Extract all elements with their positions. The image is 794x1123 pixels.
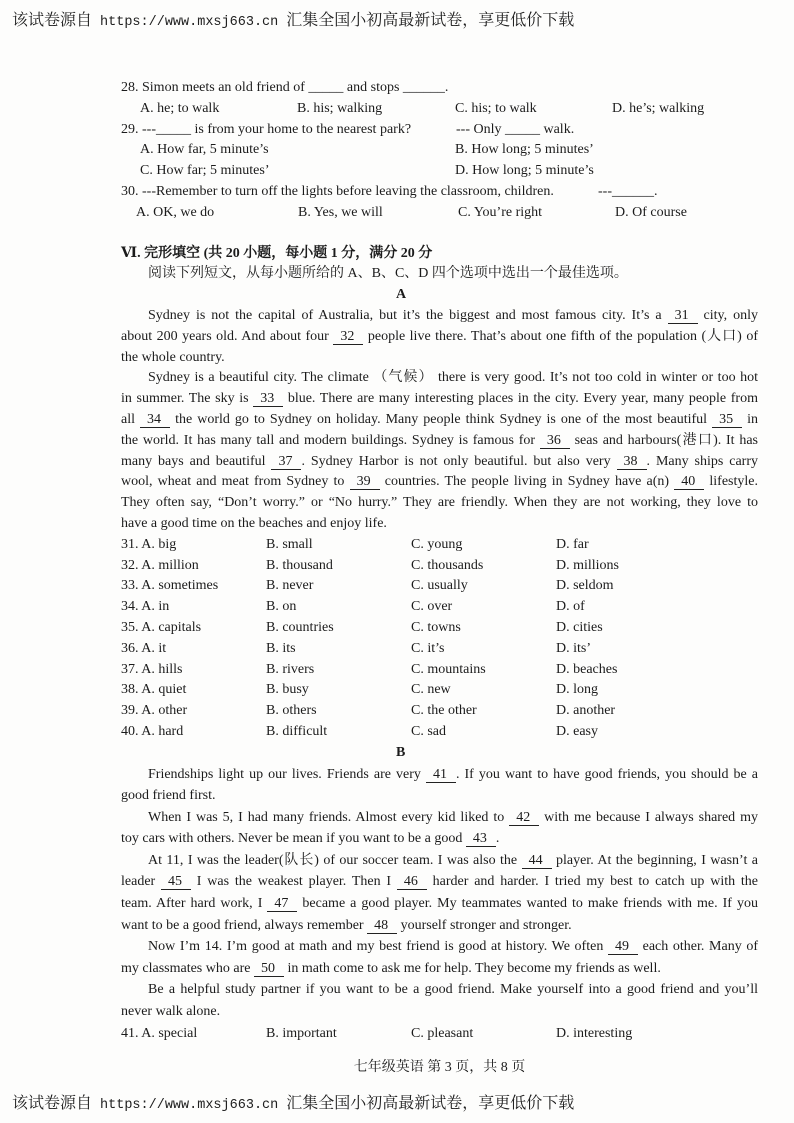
passage-text: When I was 5, I had many friends. Almost every kid liked to [148,809,510,825]
blank-39: 39 [350,474,380,490]
option-a: 39. A. other [121,703,188,719]
text-line [121,493,758,514]
passage-text: Friendships light up our lives. Friends are very [148,766,426,782]
option-d: D. Of course [615,204,687,220]
text-line [121,472,758,493]
passage-label: B [396,744,406,760]
passage-text: about 200 years old. And about four [121,328,334,344]
option-d: D. interesting [556,1025,633,1041]
option-c: C. young [411,536,463,552]
section-title: Ⅵ. 完形填空 (共 20 小题，每小题 1 分，满分 20 分 [121,245,433,261]
option-a: 31. A. big [121,536,177,552]
option-b: B. thousand [266,557,333,573]
passage-text: have a good time on the beaches and enjoy life. [121,515,387,531]
option-c: C. mountains [411,661,486,677]
text-line [121,368,758,389]
blank-35: 35 [712,412,742,428]
option-c: C. You’re right [458,204,543,220]
passage-text: the world. It has many tall and modern buildings. Sydney is famous for [121,432,540,448]
blank-36: 36 [540,433,570,449]
text-line [121,306,758,327]
option-a: 33. A. sometimes [121,578,219,594]
passage-text: . [495,831,500,847]
option-row [121,618,758,639]
option-a: 41. A. special [121,1025,198,1041]
passage-text: leader [121,874,161,890]
watermark-suffix: 汇集全国小初高最新试卷，享更低价下载 [286,10,575,29]
option-row [121,680,758,701]
option-d: D. far [556,536,589,552]
text-line [121,807,758,829]
text-line [121,850,758,872]
passage-text: harder and harder. I tried my best to catch up with the [426,874,758,890]
option-b: B. Yes, we will [298,204,383,220]
text-line [121,410,758,431]
paragraph [121,979,758,1022]
option-b: B. never [266,578,314,594]
question-reply: ---______. [598,183,658,199]
passage-text: . Many ships carry [646,453,759,469]
paragraph [121,764,758,807]
passage-text: . If you want to have good friends, you should be a [455,766,758,782]
passage-text: with me because I always shared my [539,809,758,825]
passage-text: Now I’m 14. I’m good at math and my best friend is good at history. We often [148,939,608,955]
blank-49: 49 [608,939,638,955]
option-a: 35. A. capitals [121,619,202,635]
option-a: 36. A. it [121,640,167,656]
option-row [121,576,758,597]
option-a: 37. A. hills [121,661,183,677]
question-30-stem [121,182,758,203]
text-line [121,871,758,893]
passage-text: At 11, I was the leader(队长) of our soccer team. I was also the [148,852,522,868]
option-row [121,660,758,681]
question-28-options [121,99,758,120]
exam-content [121,78,758,1044]
paragraph [121,368,758,534]
option-b: B. important [266,1025,337,1041]
blank-45: 45 [161,874,191,890]
option-c: C. sad [411,723,446,739]
question-29-options-row-2 [121,161,758,182]
text-line [121,958,758,980]
text-line [121,828,758,850]
passage-text: many bays and beautiful [121,453,272,469]
blank-46: 46 [397,874,427,890]
passage-text: all [121,411,141,427]
blank-38: 38 [617,454,647,470]
text-line [121,915,758,937]
page-footer: 七年级英语 第 3 页，共 8 页 [353,1060,526,1075]
passage-text: wool, wheat and meat from Sydney to [121,474,350,490]
option-d: D. cities [556,619,603,635]
paragraph [121,306,758,368]
option-d: D. beaches [556,661,618,677]
text-line [121,979,758,1001]
option-c: C. usually [411,578,468,594]
option-d: D. its’ [556,640,591,656]
option-a: A. he; to walk [140,100,220,116]
option-b: B. countries [266,619,334,635]
option-b: B. his; walking [297,100,383,116]
text-line [121,348,758,369]
section-instruction: 阅读下列短文，从每小题所给的 A、B、C、D 四个选项中选出一个最佳选项。 [148,266,628,282]
option-d: D. How long; 5 minute’s [455,163,594,179]
passage-text: never walk alone. [121,1004,221,1020]
passage-b [121,743,758,1045]
paragraph [121,936,758,979]
blank-47: 47 [267,896,297,912]
option-c: C. over [411,599,453,615]
text-line [121,785,758,807]
paragraph [121,807,758,850]
blank-42: 42 [509,810,539,826]
option-a: 34. A. in [121,599,170,615]
option-a: A. OK, we do [136,204,215,220]
cloze-passages [121,285,758,1044]
blank-44: 44 [522,853,552,869]
text-line [121,764,758,786]
passage-text: yourself stronger and stronger. [397,917,572,933]
blank-32: 32 [333,329,363,345]
option-d: D. seldom [556,578,614,594]
passage-text: player. At the beginning, I wasn’t a [551,852,758,868]
text-line [121,1001,758,1023]
passage-text: blue. There are many interesting places in the city. Every year, many people from [283,391,758,407]
option-row [121,1023,758,1045]
passage-text: team. After hard work, I [121,896,268,912]
passage-text: city, only [697,307,758,323]
question-text: 28. Simon meets an old friend of _____ and stops ______. [121,80,449,95]
option-b: B. rivers [266,661,315,677]
option-d: D. millions [556,557,620,573]
passage-text: toy cars with others. Never be mean if you want to be a good [121,831,466,847]
option-row [121,701,758,722]
option-c: C. towns [411,619,461,635]
text-line [121,514,758,535]
option-c: C. the other [411,703,477,719]
passage-text: the world go to Sydney on holiday. Many people think Sydney is one of the most beautiful [170,411,713,427]
option-b: B. small [266,536,313,552]
question-text: 30. ---Remember to turn off the lights before leaving the classroom, children. [121,183,554,199]
passage-text: . Sydney Harbor is not only beautiful. but also very [301,453,617,469]
text-line [121,936,758,958]
passage-text: They often say, “Don’t worry.” or “No hurry.” They are friendly. When they are not working, they love to [121,495,758,511]
option-c: C. How far; 5 minutes’ [140,163,270,179]
question-29-options-row-1 [121,140,758,161]
blank-37: 37 [271,454,301,470]
passage-text: good friend first. [121,788,216,804]
paragraph [121,850,758,936]
option-d: D. he’s; walking [612,100,705,116]
option-row [121,535,758,556]
passage-text: seas and harbours(港口). It has [569,432,758,448]
question-28-stem [121,78,758,99]
blank-40: 40 [674,474,704,490]
option-c: C. thousands [411,557,484,573]
question-reply: --- Only _____ walk. [456,121,575,137]
question-30-options [121,203,758,224]
passage-text: countries. The people living in Sydney have a(n) [379,474,675,490]
passage-text: each other. Many of [637,939,758,955]
option-c: C. pleasant [411,1025,474,1041]
text-line [121,327,758,348]
passage-text: Sydney is not the capital of Australia, but it’s the biggest and most famous city. It’s a [148,307,668,323]
source-watermark-top [12,10,574,30]
option-b: B. difficult [266,723,328,739]
option-row [121,722,758,743]
passage-text: in [742,411,759,427]
passage-text: in math come to ask me for help. They become my friends as well. [283,960,661,976]
blank-31: 31 [668,308,698,324]
option-d: D. another [556,703,616,719]
option-a: 40. A. hard [121,723,184,739]
text-line [121,431,758,452]
option-b: B. others [266,703,317,719]
watermark-prefix: 该试卷源自 [12,10,93,29]
option-c: C. his; to walk [455,100,537,116]
blank-43: 43 [466,831,496,847]
text-line [121,893,758,915]
text-line [121,452,758,473]
passage-text: in summer. The sky is [121,391,254,407]
passage-text: Sydney is a beautiful city. The climate （气候） there is very good. It’s not too cold in winter or too hot [148,370,758,386]
option-row [121,639,758,660]
passage-text: I was the weakest player. Then I [191,874,397,890]
blank-50: 50 [254,961,284,977]
option-d: D. of [556,599,585,615]
option-a: A. How far, 5 minute’s [140,142,269,158]
option-b: B. busy [266,682,309,698]
blank-41: 41 [426,767,456,783]
option-a: 38. A. quiet [121,682,187,698]
passage-label: A [396,287,407,303]
passage-text: became a good player. My teammates wanted to make friends with me. If you [297,896,758,912]
blank-48: 48 [367,918,397,934]
option-c: C. it’s [411,640,445,656]
option-d: D. long [556,682,598,698]
option-c: C. new [411,682,451,698]
option-d: D. easy [556,723,598,739]
option-b: B. on [266,599,297,615]
watermark-prefix: 该试卷源自 [12,1093,93,1112]
passage-text: people live there. That’s about one fifth of the population (人口) of [363,328,759,344]
passage-a [121,285,758,743]
watermark-url: https://www.mxsj663.cn [100,1098,279,1113]
passage-text: Be a helpful study partner if you want to be a good friend. Make yourself into a good friend and you’ll [148,982,758,998]
watermark-suffix: 汇集全国小初高最新试卷，享更低价下载 [286,1093,575,1112]
text-line [121,389,758,410]
passage-text: my classmates who are [121,960,254,976]
option-b: B. its [266,640,296,656]
passage-text: the whole country. [121,349,225,365]
option-b: B. How long; 5 minutes’ [455,142,594,158]
option-row [121,556,758,577]
watermark-url: https://www.mxsj663.cn [100,15,279,30]
passage-text: want to be a good friend, always remember [121,917,368,933]
passage-text: lifestyle. [704,474,758,490]
option-row [121,597,758,618]
question-text: 29. ---_____ is from your home to the nearest park? [121,121,412,137]
blank-33: 33 [253,391,283,407]
option-a: 32. A. million [121,557,199,573]
source-watermark-bottom [12,1093,574,1113]
question-29-stem [121,120,758,141]
blank-34: 34 [140,412,170,428]
